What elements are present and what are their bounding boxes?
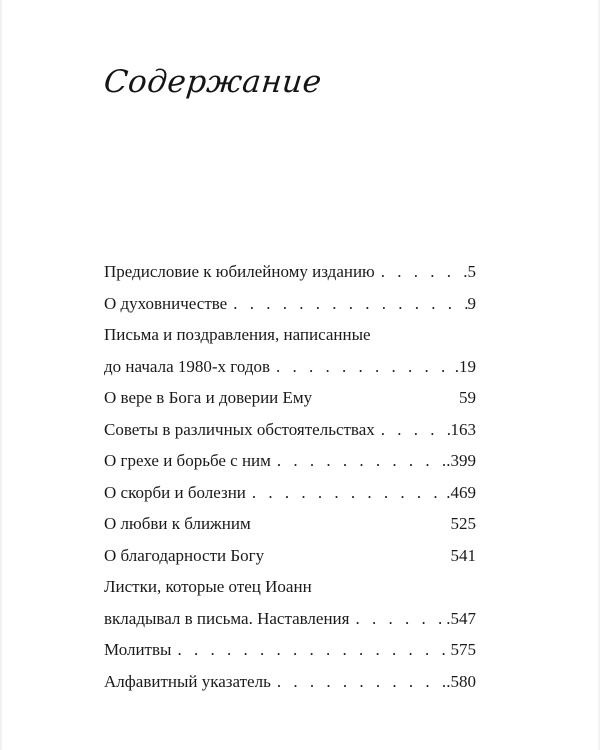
toc-dot-leader — [349, 603, 446, 635]
toc-entry-title: Листки, которые отец Иоанн — [104, 577, 312, 596]
toc-entry — [104, 445, 476, 477]
toc-entry-title: Предисловие к юбилейному изданию — [104, 262, 375, 281]
page-title: Содержание — [102, 64, 324, 100]
toc-entry — [104, 414, 476, 446]
toc-entry — [104, 319, 476, 351]
toc-entry-page: 9 — [467, 293, 476, 313]
toc-entry — [104, 634, 476, 666]
toc-entry — [104, 540, 476, 572]
toc-entry — [104, 351, 476, 383]
toc-entry-title: Советы в различных обстоятельствах — [104, 419, 375, 439]
toc-dot-leader — [271, 445, 446, 477]
toc-dot-leader — [227, 288, 467, 320]
toc-entry-title: вкладывал в письма. Наставления — [104, 608, 350, 628]
toc-dot-leader — [271, 666, 446, 698]
toc-entry-title: до начала 1980-х годов — [104, 356, 271, 376]
toc-entry-title: О духовничестве — [104, 293, 228, 313]
toc-entry-page: .399 — [446, 451, 476, 470]
toc-entry-page: 525 — [450, 514, 476, 533]
toc-entry-page: 5 — [467, 262, 476, 281]
toc-dot-leader — [246, 477, 446, 509]
toc-entry — [104, 288, 476, 320]
toc-entry-page: 575 — [450, 640, 476, 659]
toc-entry-page: .19 — [454, 356, 476, 376]
toc-dot-leader — [270, 351, 455, 383]
toc-entry — [104, 666, 476, 698]
toc-entry-title: Алфавитный указатель — [104, 671, 271, 691]
table-of-contents — [104, 256, 476, 697]
toc-entry-page: .469 — [446, 482, 476, 502]
toc-entry-title: О грехе и борьбе с ним — [104, 451, 271, 470]
toc-entry-title: Письма и поздравления, написанные — [104, 325, 371, 344]
toc-entry-title: О вере в Бога и доверии Ему — [104, 388, 313, 407]
toc-entry — [104, 256, 476, 288]
toc-dot-leader — [171, 634, 450, 666]
toc-entry-title: О скорби и болезни — [104, 482, 246, 502]
toc-entry-title: Молитвы — [104, 640, 172, 659]
toc-entry-page: 541 — [450, 545, 476, 565]
toc-entry — [104, 477, 476, 509]
toc-dot-leader — [375, 414, 451, 446]
toc-entry-page: 163 — [450, 419, 476, 439]
page-edge-left — [0, 0, 2, 750]
toc-entry-page: 59 — [459, 388, 476, 407]
toc-entry — [104, 571, 476, 603]
toc-entry-page: .580 — [446, 671, 476, 691]
toc-dot-leader — [375, 256, 468, 288]
toc-entry — [104, 603, 476, 635]
toc-entry — [104, 382, 476, 414]
toc-entry-page: .547 — [446, 608, 476, 628]
toc-entry-title: О благодарности Богу — [104, 545, 265, 565]
toc-entry — [104, 508, 476, 540]
toc-entry-title: О любви к ближним — [104, 514, 251, 533]
